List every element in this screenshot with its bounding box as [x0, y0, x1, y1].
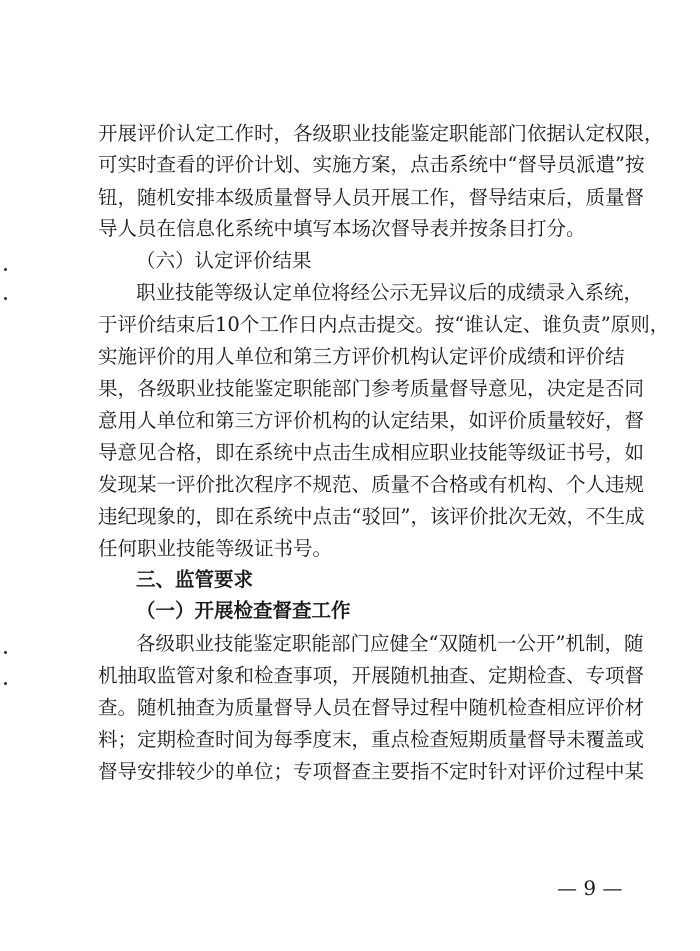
paragraph-line: 意用人单位和第三方评价机构的认定结果，如评价质量较好，督 [98, 409, 645, 432]
page-number: — 9 — [557, 876, 623, 900]
paragraph-line: 实施评价的用人单位和第三方评价机构认定评价成绩和评价结 [98, 345, 625, 368]
paragraph-line: 料；定期检查时间为每季度末，重点检查短期质量督导未覆盖或 [98, 728, 645, 751]
paragraph-line: 导人员在信息化系统中填写本场次督导表并按条目打分。 [98, 217, 586, 240]
paragraph-line: 可实时查看的评价计划、实施方案，点击系统中“督导员派遣”按 [98, 153, 645, 176]
paragraph-line: 果，各级职业技能鉴定职能部门参考质量督导意见，决定是否同 [98, 377, 645, 400]
margin-dot [4, 651, 7, 654]
section-heading: （六）认定评价结果 [136, 249, 312, 272]
paragraph-line: 违纪现象的，即在系统中点击“驳回”，该评价批次无效，不生成 [98, 505, 645, 528]
paragraph-line: 于评价结束后10个工作日内点击提交。按“谁认定、谁负责”原则， [98, 313, 670, 336]
paragraph-line: 职业技能等级认定单位将经公示无异议后的成绩录入系统， [136, 281, 644, 304]
margin-dot [4, 682, 7, 685]
paragraph-line: 督导安排较少的单位；专项督查主要指不定时针对评价过程中某 [98, 760, 645, 783]
section-heading: （一）开展检查督查工作 [136, 599, 351, 622]
margin-dot [4, 297, 7, 300]
paragraph-line: 机抽取监管对象和检查事项，开展随机抽查、定期检查、专项督 [98, 664, 645, 687]
paragraph-line: 各级职业技能鉴定职能部门应健全“双随机一公开”机制，随 [136, 632, 644, 655]
chapter-heading: 三、监管要求 [136, 568, 254, 591]
paragraph-line: 钮，随机安排本级质量督导人员开展工作，督导结束后，质量督 [98, 186, 645, 209]
paragraph-line: 导意见合格，即在系统中点击生成相应职业技能等级证书号，如 [98, 441, 645, 464]
margin-dot [4, 268, 7, 271]
paragraph-line: 开展评价认定工作时，各级职业技能鉴定职能部门依据认定权限， [98, 122, 664, 145]
paragraph-line: 发现某一评价批次程序不规范、质量不合格或有机构、个人违规 [98, 473, 645, 496]
paragraph-line: 任何职业技能等级证书号。 [98, 537, 333, 560]
paragraph-line: 查。随机抽查为质量督导人员在督导过程中随机检查相应评价材 [98, 696, 645, 719]
